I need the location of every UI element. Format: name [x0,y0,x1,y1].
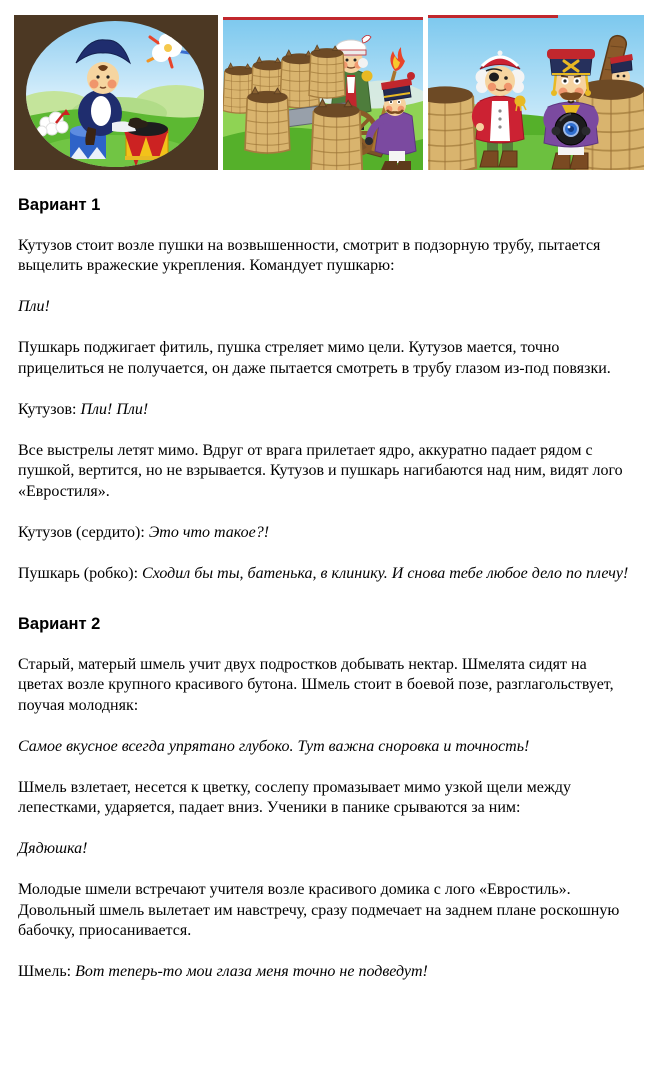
paragraph [18,962,636,983]
paragraph [18,236,636,277]
dialogue-text: Самое вкусное всегда упрятано глубоко. Тут важна сноровка и точность! [18,737,530,755]
narration-text: Шмель взлетает, несется к цветку, сослепу промазывает мимо узкой щели между лепестками, ударяется, падает вниз. Ученики в панике срываются за ним: [18,778,572,816]
document-body [18,195,636,983]
narration-text: Шмель: [18,963,76,980]
paragraph [18,441,636,503]
paragraph [18,338,636,379]
narration-text: Кутузов (сердито): [18,523,149,541]
section-heading: Вариант 2 [18,615,101,633]
illustration-cannonball-logo [428,15,644,170]
narration-text: Все выстрелы летят мимо. Вдруг от врага прилетает ядро, аккуратно падает рядом с пушкой, вертится, но не взрывается. Кутузов и пушкарь нагибаются над ним, видят лого «Евростиля». [18,441,623,500]
narration-text: Кутузов стоит возле пушки на возвышенности, смотрит в подзорную трубу, пытается выцелить вражеские укрепления. Командует пушкарю: [18,236,601,274]
paragraph [18,880,636,942]
illustrations-row [14,15,644,170]
section-heading: Вариант 1 [18,196,101,214]
paragraph [18,655,636,717]
paragraph [18,839,636,860]
kutuzov-cannon-image [223,17,423,170]
paragraph [18,523,636,544]
dialogue-text: Вот теперь-то мои глаза меня точно не подведут! [75,963,428,980]
cannonball-logo-image [428,15,644,170]
dialogue-text: Пли! Пли! [80,400,149,418]
dialogue-text: Это что такое?! [148,523,270,541]
dialogue-text: Дядюшка! [18,840,88,857]
narration-text: Пушкарь (робко): [18,564,143,582]
narration-text: Старый, матерый шмель учит двух подростков добывать нектар. Шмелята сидят на цветах возле крупного красивого бутона. Шмель стоит в боевой позе, разглагольствует, поучая молодняк: [18,655,614,714]
illustration-kutuzov-cannon [223,15,423,170]
dialogue-text: Пли! [18,298,50,315]
paragraph [18,778,636,819]
illustration-napoleon-drummer [14,15,218,170]
paragraph [18,400,636,421]
paragraph [18,737,636,758]
narration-text: Молодые шмели встречают учителя возле красивого домика с лого «Евростиль». Довольный шмель вылетает им навстречу, сразу подмечает на заднем плане роскошную бабочку, приосанивается. [18,881,620,939]
narration-text: Пушкарь поджигает фитиль, пушка стреляет мимо цели. Кутузов мается, точно прицелиться не получается, он даже пытается смотреть в трубу глазом из-под повязки. [18,339,611,377]
narration-text: Кутузов: [18,400,81,418]
paragraph [18,564,636,585]
napoleon-drummer-image [14,15,218,170]
paragraph [18,297,636,318]
dialogue-text: Сходил бы ты, батенька, в клинику. И снова тебе любое дело по плечу! [142,564,629,582]
